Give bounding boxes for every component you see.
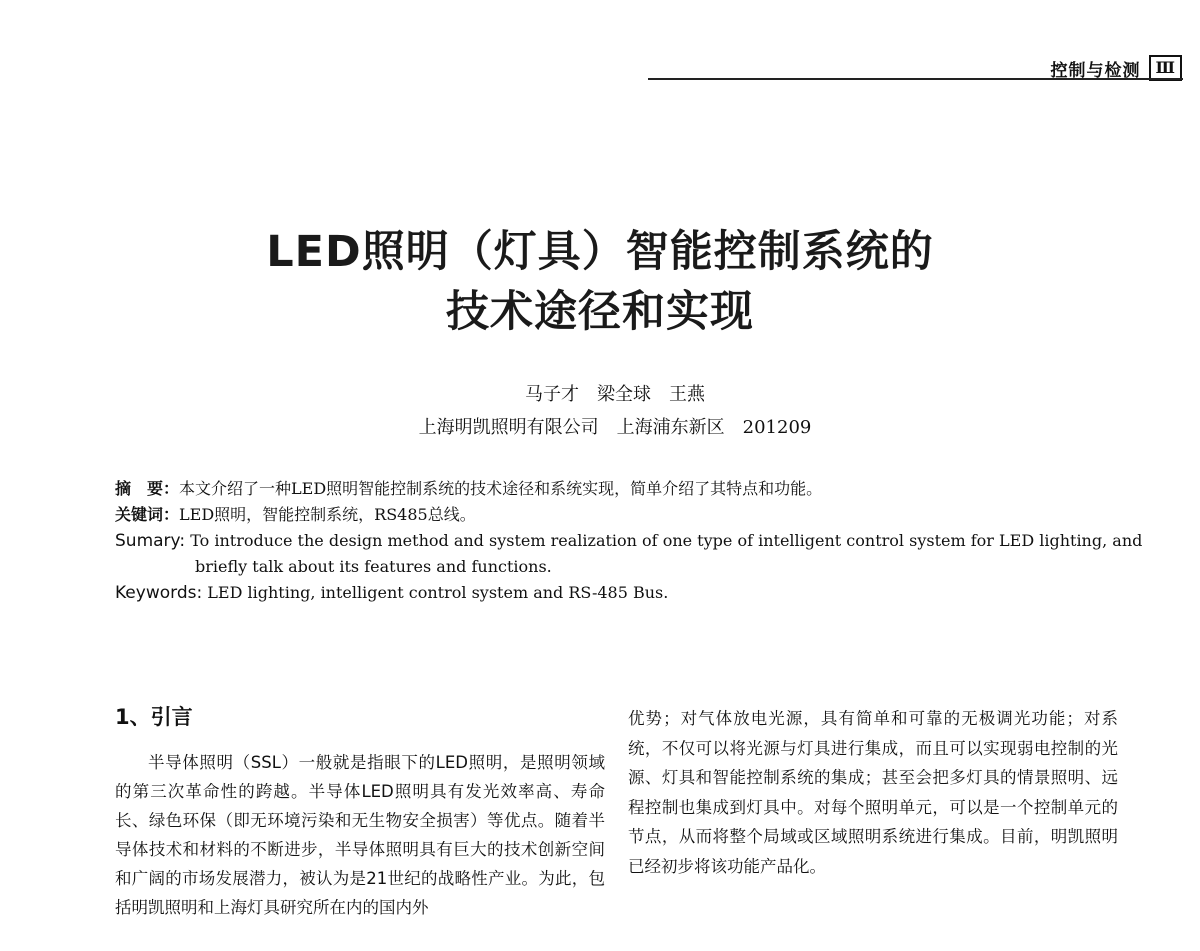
abstract-en-text-1: To introduce the design method and system realization of one type of intelligent control system for LED lighting, and (190, 531, 1143, 550)
header-rule (648, 78, 1183, 80)
authors: 马子才 梁全球 王燕 (525, 384, 705, 405)
abstract-cn-label: 摘 要： (115, 479, 180, 498)
abstract-block (115, 476, 1143, 606)
keywords-en-label: Keywords: (115, 583, 203, 603)
right-column (628, 704, 1118, 881)
keywords-en-text: LED lighting, intelligent control system and RS-485 Bus. (207, 583, 669, 602)
keywords-cn-text: LED照明，智能控制系统，RS485总线。 (179, 505, 476, 524)
affiliation: 上海明凯照明有限公司 上海浦东新区 201209 (418, 417, 812, 438)
right-paragraph: 优势；对气体放电光源，具有简单和可靠的无极调光功能；对系统，不仅可以将光源与灯具进行集成，而且可以实现弱电控制的光源、灯具和智能控制系统的集成；甚至会把多灯具的情景照明、远程控制也集成到灯具中。对每个照明单元，可以是一个控制单元的节点，从而将整个局域或区域照明系统进行集成。目前，明凯照明已经初步将该功能产品化。 (628, 709, 1118, 876)
title-line-2: 技术途径和实现 (446, 287, 754, 337)
abstract-en (115, 528, 1143, 554)
section-label: 控制与检测 (1050, 60, 1141, 81)
abstract-en-text-2: briefly talk about its features and functions. (195, 557, 552, 576)
paper-title (0, 222, 1200, 342)
keywords-cn-label: 关键词： (115, 505, 180, 524)
running-header (1051, 50, 1182, 86)
left-column (115, 702, 605, 922)
title-line-1: LED照明（灯具）智能控制系统的 (266, 227, 934, 277)
left-paragraph: 半导体照明（SSL）一般就是指眼下的LED照明，是照明领域的第三次革命性的跨越。半导体LED照明具有发光效率高、寿命长、绿色环保（即无环境污染和无生物安全损害）等优点。随着半导体技术和材料的不断进步，半导体照明具有巨大的技术创新空间和广阔的市场发展潜力，被认为是21世纪的战略性产业。为此，包括明凯照明和上海灯具研究所在内的国内外 (115, 753, 605, 917)
keywords-en (115, 580, 1125, 606)
page-number: Ⅲ (1149, 55, 1182, 81)
section-heading: 1、引言 (115, 705, 193, 729)
keywords-cn (115, 502, 1125, 528)
abstract-cn-text: 本文介绍了一种LED照明智能控制系统的技术途径和系统实现，简单介绍了其特点和功能。 (179, 479, 823, 498)
abstract-cn (115, 476, 1125, 502)
abstract-en-label: Sumary: (115, 531, 186, 551)
